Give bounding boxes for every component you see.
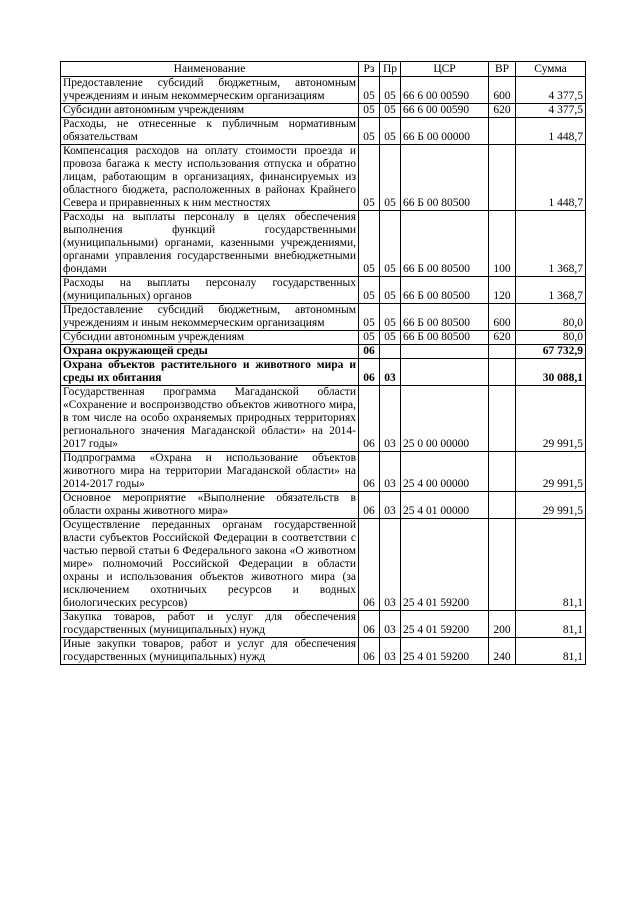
row-vr bbox=[489, 386, 516, 452]
row-name: Расходы, не отнесенные к публичным нормативным обязательствам bbox=[61, 118, 359, 145]
row-sum: 4 377,5 bbox=[516, 104, 586, 118]
row-rz: 06 bbox=[359, 359, 380, 386]
row-sum: 30 088,1 bbox=[516, 359, 586, 386]
row-rz: 05 bbox=[359, 118, 380, 145]
row-pr bbox=[380, 345, 401, 359]
row-vr: 100 bbox=[489, 211, 516, 277]
row-csr: 25 4 01 59200 bbox=[401, 519, 489, 611]
row-rz: 06 bbox=[359, 519, 380, 611]
row-csr: 66 Б 00 00000 bbox=[401, 118, 489, 145]
row-pr: 05 bbox=[380, 145, 401, 211]
row-sum: 1 368,7 bbox=[516, 277, 586, 304]
row-csr bbox=[401, 359, 489, 386]
table-row bbox=[61, 519, 586, 611]
table-row bbox=[61, 611, 586, 638]
table-row bbox=[61, 277, 586, 304]
row-sum: 67 732,9 bbox=[516, 345, 586, 359]
row-pr: 03 bbox=[380, 519, 401, 611]
row-sum: 1 448,7 bbox=[516, 145, 586, 211]
row-name: Предоставление субсидий бюджетным, автономным учреждениям и иным некоммерческим организациям bbox=[61, 77, 359, 104]
header-name: Наименование bbox=[61, 62, 359, 77]
row-name: Расходы на выплаты персоналу в целях обеспечения выполнения функций государственными (муниципальными) органами, казенными учреждениями, органами управления государственными внебюджетными фондами bbox=[61, 211, 359, 277]
budget-table bbox=[60, 61, 586, 665]
row-name: Расходы на выплаты персоналу государственных (муниципальных) органов bbox=[61, 277, 359, 304]
row-pr: 05 bbox=[380, 277, 401, 304]
row-rz: 05 bbox=[359, 77, 380, 104]
row-rz: 05 bbox=[359, 277, 380, 304]
row-sum: 1 368,7 bbox=[516, 211, 586, 277]
row-pr: 03 bbox=[380, 386, 401, 452]
row-csr: 66 6 00 00590 bbox=[401, 104, 489, 118]
row-name: Иные закупки товаров, работ и услуг для обеспечения государственных (муниципальных) нужд bbox=[61, 638, 359, 665]
row-rz: 05 bbox=[359, 145, 380, 211]
table-row bbox=[61, 386, 586, 452]
header-csr: ЦСР bbox=[401, 62, 489, 77]
row-name: Охрана объектов растительного и животного мира и среды их обитания bbox=[61, 359, 359, 386]
row-rz: 05 bbox=[359, 331, 380, 345]
row-name: Основное мероприятие «Выполнение обязательств в области охраны животного мира» bbox=[61, 492, 359, 519]
table-row bbox=[61, 77, 586, 104]
row-csr: 66 Б 00 80500 bbox=[401, 277, 489, 304]
row-sum: 29 991,5 bbox=[516, 492, 586, 519]
row-pr: 03 bbox=[380, 492, 401, 519]
row-name: Государственная программа Магаданской области «Сохранение и воспроизводство объектов животного мира, в том числе на особо охраняемых природных территориях регионального значения Магаданской области» на 2014-2017 годы» bbox=[61, 386, 359, 452]
row-csr: 66 Б 00 80500 bbox=[401, 145, 489, 211]
row-vr bbox=[489, 345, 516, 359]
row-sum: 80,0 bbox=[516, 304, 586, 331]
row-vr: 240 bbox=[489, 638, 516, 665]
row-vr: 620 bbox=[489, 104, 516, 118]
header-rz: Рз bbox=[359, 62, 380, 77]
row-vr: 600 bbox=[489, 77, 516, 104]
row-sum: 4 377,5 bbox=[516, 77, 586, 104]
row-pr: 05 bbox=[380, 304, 401, 331]
row-sum: 81,1 bbox=[516, 638, 586, 665]
row-pr: 05 bbox=[380, 211, 401, 277]
row-sum: 1 448,7 bbox=[516, 118, 586, 145]
table-row bbox=[61, 118, 586, 145]
table-row bbox=[61, 211, 586, 277]
table-row bbox=[61, 145, 586, 211]
row-vr: 620 bbox=[489, 331, 516, 345]
row-csr: 25 4 01 59200 bbox=[401, 611, 489, 638]
row-vr: 600 bbox=[489, 304, 516, 331]
table-row bbox=[61, 452, 586, 492]
row-vr bbox=[489, 452, 516, 492]
row-sum: 80,0 bbox=[516, 331, 586, 345]
table-row bbox=[61, 359, 586, 386]
header-sum: Сумма bbox=[516, 62, 586, 77]
row-rz: 05 bbox=[359, 104, 380, 118]
header-vr: ВР bbox=[489, 62, 516, 77]
row-pr: 03 bbox=[380, 638, 401, 665]
row-pr: 05 bbox=[380, 104, 401, 118]
row-vr bbox=[489, 359, 516, 386]
table-row bbox=[61, 492, 586, 519]
row-name: Компенсация расходов на оплату стоимости проезда и провоза багажа к месту использования отпуска и обратно лицам, работающим в организациях, финансируемых из областного бюджета, расположенных в районах Крайнего Севера и приравненных к ним местностях bbox=[61, 145, 359, 211]
row-pr: 03 bbox=[380, 611, 401, 638]
row-vr bbox=[489, 519, 516, 611]
row-rz: 06 bbox=[359, 386, 380, 452]
row-pr: 03 bbox=[380, 359, 401, 386]
table-row bbox=[61, 345, 586, 359]
table-row bbox=[61, 304, 586, 331]
header-pr: Пр bbox=[380, 62, 401, 77]
row-sum: 29 991,5 bbox=[516, 386, 586, 452]
row-rz: 06 bbox=[359, 611, 380, 638]
row-csr: 25 4 00 00000 bbox=[401, 452, 489, 492]
row-vr bbox=[489, 118, 516, 145]
row-sum: 81,1 bbox=[516, 519, 586, 611]
row-csr: 25 4 01 00000 bbox=[401, 492, 489, 519]
row-name: Закупка товаров, работ и услуг для обеспечения государственных (муниципальных) нужд bbox=[61, 611, 359, 638]
table-row bbox=[61, 638, 586, 665]
row-rz: 06 bbox=[359, 638, 380, 665]
row-pr: 05 bbox=[380, 77, 401, 104]
row-sum: 29 991,5 bbox=[516, 452, 586, 492]
row-pr: 05 bbox=[380, 118, 401, 145]
row-rz: 06 bbox=[359, 345, 380, 359]
row-vr: 120 bbox=[489, 277, 516, 304]
row-csr: 25 0 00 00000 bbox=[401, 386, 489, 452]
row-csr: 66 Б 00 80500 bbox=[401, 331, 489, 345]
row-name: Осуществление переданных органам государственной власти субъектов Российской Федерации в соответствии с частью первой статьи 6 Федерального закона «О животном мире» полномочий Российской Федерации в области охраны и использования объектов животного мира (за исключением охотничьих ресурсов и водных биологических ресурсов) bbox=[61, 519, 359, 611]
table-row bbox=[61, 104, 586, 118]
row-rz: 05 bbox=[359, 304, 380, 331]
row-pr: 05 bbox=[380, 331, 401, 345]
row-rz: 05 bbox=[359, 211, 380, 277]
row-name: Субсидии автономным учреждениям bbox=[61, 104, 359, 118]
row-name: Подпрограмма «Охрана и использование объектов животного мира на территории Магаданской области» на 2014-2017 годы» bbox=[61, 452, 359, 492]
row-csr: 25 4 01 59200 bbox=[401, 638, 489, 665]
header-row bbox=[61, 62, 586, 77]
row-name: Предоставление субсидий бюджетным, автономным учреждениям и иным некоммерческим организациям bbox=[61, 304, 359, 331]
table-body bbox=[61, 77, 586, 665]
row-rz: 06 bbox=[359, 492, 380, 519]
row-name: Субсидии автономным учреждениям bbox=[61, 331, 359, 345]
row-vr bbox=[489, 145, 516, 211]
row-name: Охрана окружающей среды bbox=[61, 345, 359, 359]
table-row bbox=[61, 331, 586, 345]
row-csr bbox=[401, 345, 489, 359]
row-csr: 66 6 00 00590 bbox=[401, 77, 489, 104]
row-csr: 66 Б 00 80500 bbox=[401, 211, 489, 277]
row-sum: 81,1 bbox=[516, 611, 586, 638]
row-vr: 200 bbox=[489, 611, 516, 638]
table-header bbox=[61, 62, 586, 77]
row-vr bbox=[489, 492, 516, 519]
row-csr: 66 Б 00 80500 bbox=[401, 304, 489, 331]
row-pr: 03 bbox=[380, 452, 401, 492]
row-rz: 06 bbox=[359, 452, 380, 492]
